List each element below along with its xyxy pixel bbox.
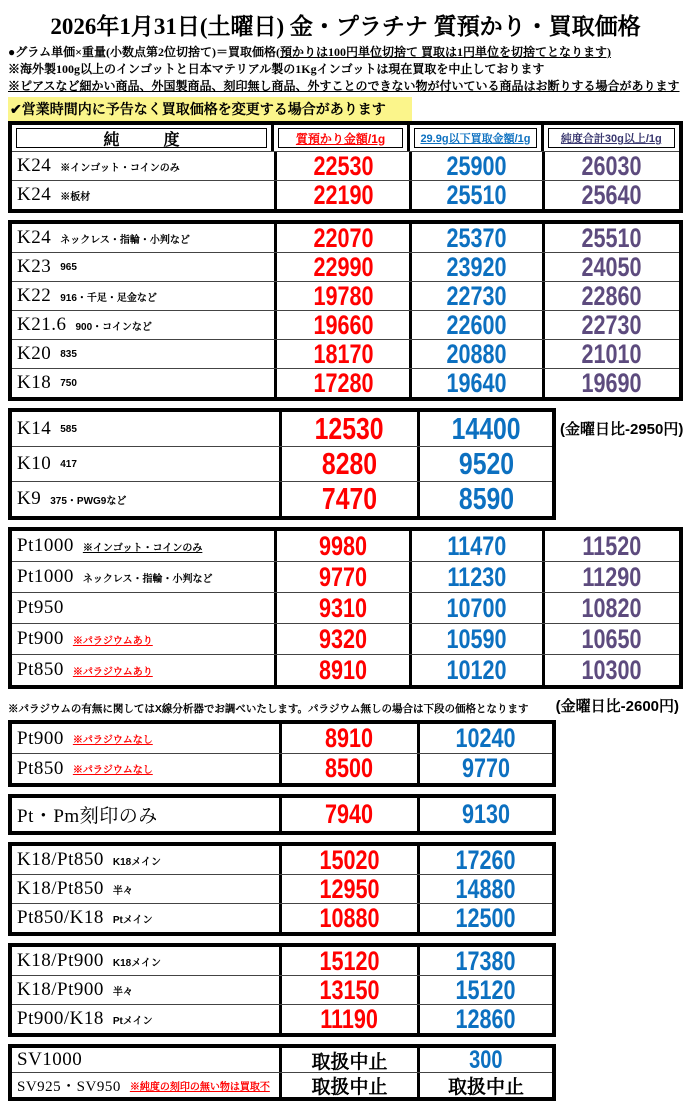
pawn-price: 19780	[313, 282, 374, 310]
table-row	[12, 561, 679, 592]
buy-price-under30g: 12860	[455, 1005, 517, 1033]
pawn-price: 7940	[325, 799, 374, 829]
buy-status-under30g: 取扱中止	[447, 1076, 524, 1097]
table-row	[12, 412, 552, 446]
pawn-price: 8500	[325, 754, 374, 783]
purity-label: K20	[17, 343, 52, 364]
column-header-pawn: 質預かり金額/1g	[278, 128, 403, 148]
table-row	[12, 446, 552, 481]
header-note-1	[8, 44, 683, 61]
purity-note: 900・コインなど	[75, 321, 152, 333]
price-change-alert: ✔営業時間内に予告なく買取価格を変更する場合があります	[8, 97, 412, 121]
purity-note: ※パラジウムあり	[72, 666, 153, 678]
gold-table-jewelry	[8, 220, 683, 401]
buy-price-under30g: 15120	[455, 976, 517, 1004]
pawn-price: 12950	[319, 875, 380, 903]
purity-note: 半々	[112, 986, 133, 998]
purity-note: 835	[60, 348, 77, 360]
table-row	[12, 151, 679, 180]
table-row	[12, 481, 552, 516]
purity-label: Pt850	[17, 757, 64, 779]
table-row	[12, 874, 552, 903]
pawn-price: 9980	[319, 531, 368, 561]
table-row	[12, 903, 552, 932]
table-row	[12, 846, 552, 874]
purity-label: Pt・Pm刻印のみ	[17, 806, 158, 827]
buy-price-under30g: 22730	[446, 282, 508, 310]
purity-note: 417	[60, 458, 77, 470]
buy-price-under30g: 11470	[447, 531, 507, 561]
buy-price-under30g: 12500	[455, 904, 517, 932]
table-row	[12, 180, 679, 209]
purity-note: 375・PWG9など	[50, 495, 127, 507]
table-row	[12, 592, 679, 623]
purity-label: SV925・SV950	[17, 1078, 121, 1095]
purity-label: K24	[17, 227, 52, 248]
buy-price-over30g: 10650	[581, 624, 642, 654]
k18-pt900-table	[8, 943, 556, 1037]
buy-price-under30g: 10240	[455, 724, 517, 753]
purity-label: K18/Pt850	[17, 849, 104, 870]
purity-label: K18/Pt900	[17, 979, 104, 1000]
gold-table-k24	[8, 121, 683, 213]
pawn-price: 22990	[313, 253, 374, 281]
buy-price-under30g: 25510	[446, 181, 508, 209]
purity-label: Pt1000	[17, 566, 74, 587]
header-note-3: ※ピアスなど細かい商品、外国製商品、刻印無し商品、外すことのできない物が付いている商品はお断りする場合があります	[8, 79, 680, 93]
pawn-price: 19660	[313, 311, 374, 339]
page-title: 2026年1月31日(土曜日) 金・プラチナ 質預かり・買取価格	[50, 14, 641, 39]
table-row	[12, 975, 552, 1004]
purity-label: Pt850/K18	[17, 907, 104, 928]
friday-diff-platinum: (金曜日比-2600円)	[555, 698, 679, 715]
purity-label: SV1000	[17, 1049, 83, 1070]
buy-price-over30g: 25510	[581, 224, 642, 252]
buy-price-under30g: 25370	[446, 224, 508, 252]
platinum-no-palladium-table	[8, 720, 556, 787]
buy-price-under30g: 22600	[446, 311, 508, 339]
pawn-price: 22530	[313, 152, 374, 180]
purity-label: K18/Pt850	[17, 878, 104, 899]
pawn-price: 17280	[313, 369, 374, 397]
purity-label: Pt950	[17, 597, 64, 618]
pawn-price: 10880	[319, 904, 380, 932]
purity-note: 965	[60, 261, 77, 273]
purity-note: ※純度の刻印の無い物は買取不	[129, 1081, 270, 1093]
table-row	[12, 1072, 552, 1097]
pawn-status: 取扱中止	[311, 1051, 388, 1072]
pawn-price: 7470	[321, 482, 378, 516]
buy-price-under30g: 9130	[461, 799, 511, 829]
k18-pt850-table	[8, 842, 556, 936]
purity-label: K24	[17, 155, 52, 176]
pawn-price: 9320	[319, 624, 368, 654]
purity-note: K18メイン	[112, 856, 162, 868]
buy-price-over30g: 22860	[581, 282, 642, 310]
friday-diff-gold: (金曜日比-2950円)	[560, 421, 684, 438]
purity-note: K18メイン	[112, 957, 162, 969]
table-row	[12, 1004, 552, 1033]
purity-note: Ptメイン	[112, 1015, 153, 1027]
column-header-buy-over30g: 純度合計30g以上/1g	[548, 128, 675, 148]
pawn-status: 取扱中止	[311, 1076, 388, 1097]
purity-label: Pt900	[17, 727, 64, 749]
buy-price-under30g: 8590	[458, 482, 514, 516]
buy-price-under30g: 17260	[455, 846, 517, 874]
header-note-1-underlined: 預かりは100円単位切捨て 買取は1円単位を切捨てとなります)	[279, 45, 611, 59]
purity-note: 半々	[112, 885, 133, 897]
purity-note: 585	[60, 423, 77, 435]
pawn-price: 8910	[319, 655, 368, 685]
purity-label: K21.6	[17, 314, 67, 335]
pawn-price: 13150	[319, 976, 380, 1004]
pawn-price: 8280	[321, 447, 378, 481]
buy-price-under30g: 14880	[455, 875, 517, 903]
buy-price-under30g: 14400	[451, 412, 521, 446]
buy-price-under30g: 300	[469, 1048, 503, 1072]
buy-price-under30g: 10590	[446, 624, 508, 654]
purity-note: ※パラジウムなし	[72, 735, 153, 746]
pawn-price: 18170	[313, 340, 374, 368]
purity-label: K10	[17, 453, 52, 474]
purity-note: ネックレス・指輪・小判など	[60, 234, 190, 246]
pawn-price: 9310	[319, 593, 368, 623]
column-header-row	[12, 125, 679, 151]
purity-note: 750	[60, 377, 77, 389]
buy-price-over30g: 26030	[581, 152, 642, 180]
buy-price-over30g: 24050	[581, 253, 642, 281]
buy-price-under30g: 10120	[446, 655, 508, 685]
buy-price-over30g: 11520	[582, 531, 642, 561]
purity-label: K14	[17, 418, 52, 439]
pt-pm-hallmark-table	[8, 794, 556, 835]
pawn-price: 8910	[325, 724, 374, 753]
table-row	[12, 281, 679, 310]
buy-price-over30g: 10300	[581, 655, 642, 685]
buy-price-over30g: 22730	[581, 311, 642, 339]
table-row	[12, 654, 679, 685]
table-row	[12, 252, 679, 281]
purity-note: 916・千足・足金など	[60, 292, 157, 304]
pawn-price: 15120	[319, 947, 380, 975]
palladium-note-row	[8, 695, 683, 716]
purity-note: Ptメイン	[112, 914, 153, 926]
column-header-purity: 純 度	[16, 128, 267, 148]
purity-label: K24	[17, 184, 52, 205]
table-row	[12, 310, 679, 339]
purity-label: Pt1000	[17, 535, 74, 556]
silver-table	[8, 1044, 556, 1101]
purity-note: ネックレス・指輪・小判など	[82, 573, 213, 585]
buy-price-under30g: 23920	[446, 253, 508, 281]
gold-table-low-karat	[8, 408, 556, 520]
table-row	[12, 753, 552, 783]
purity-note: ※パラジウムなし	[72, 765, 153, 776]
purity-label: Pt850	[17, 659, 64, 680]
buy-price-under30g: 9520	[458, 447, 514, 481]
platinum-table	[8, 527, 683, 689]
buy-price-over30g: 10820	[581, 593, 642, 623]
purity-note: ※板材	[60, 191, 91, 203]
buy-price-under30g: 11230	[447, 562, 507, 592]
purity-label: K23	[17, 256, 52, 277]
table-row	[12, 224, 679, 252]
pawn-price: 11190	[320, 1005, 379, 1033]
buy-price-over30g: 11290	[582, 562, 642, 592]
table-row	[12, 531, 679, 561]
pawn-price: 22070	[313, 224, 374, 252]
header-note-2: ※海外製100g以上のインゴットと日本マテリアル製の1Kgインゴットは現在買取を中止しております	[8, 62, 545, 76]
purity-label: K18/Pt900	[17, 950, 104, 971]
purity-label: Pt900/K18	[17, 1008, 104, 1029]
buy-price-under30g: 20880	[446, 340, 508, 368]
table-row	[12, 339, 679, 368]
purity-label: K9	[17, 488, 42, 509]
purity-label: K22	[17, 285, 52, 306]
table-row	[12, 947, 552, 975]
purity-note: ※インゴット・コインのみ	[60, 162, 180, 174]
buy-price-under30g: 9770	[461, 754, 511, 783]
table-row	[12, 623, 679, 654]
header-note-1-plain: ●グラム単価×重量(小数点第2位切捨て)＝買取価格(	[8, 45, 280, 59]
buy-price-under30g: 19640	[446, 369, 508, 397]
table-row	[12, 368, 679, 397]
table-row	[12, 724, 552, 753]
column-header-buy-under30g: 29.9g以下買取金額/1g	[414, 128, 536, 148]
buy-price-under30g: 10700	[446, 593, 508, 623]
table-row	[12, 1048, 552, 1072]
pawn-price: 15020	[319, 846, 380, 874]
pawn-price: 12530	[315, 412, 384, 446]
purity-label: Pt900	[17, 628, 64, 649]
buy-price-over30g: 21010	[581, 340, 642, 368]
buy-price-under30g: 25900	[446, 152, 508, 180]
buy-price-under30g: 17380	[455, 947, 517, 975]
buy-price-over30g: 19690	[581, 369, 642, 397]
pawn-price: 9770	[319, 562, 368, 592]
pawn-price: 22190	[313, 181, 374, 209]
table-row	[12, 798, 552, 831]
purity-note: ※インゴット・コインのみ	[82, 542, 203, 554]
purity-label: K18	[17, 372, 52, 393]
palladium-note: ※パラジウムの有無に関してはX線分析器でお調べいたします。パラジウム無しの場合は下段の価格となります	[8, 703, 529, 715]
purity-note: ※パラジウムあり	[72, 635, 153, 647]
buy-price-over30g: 25640	[581, 181, 642, 209]
low-karat-section	[8, 408, 683, 520]
